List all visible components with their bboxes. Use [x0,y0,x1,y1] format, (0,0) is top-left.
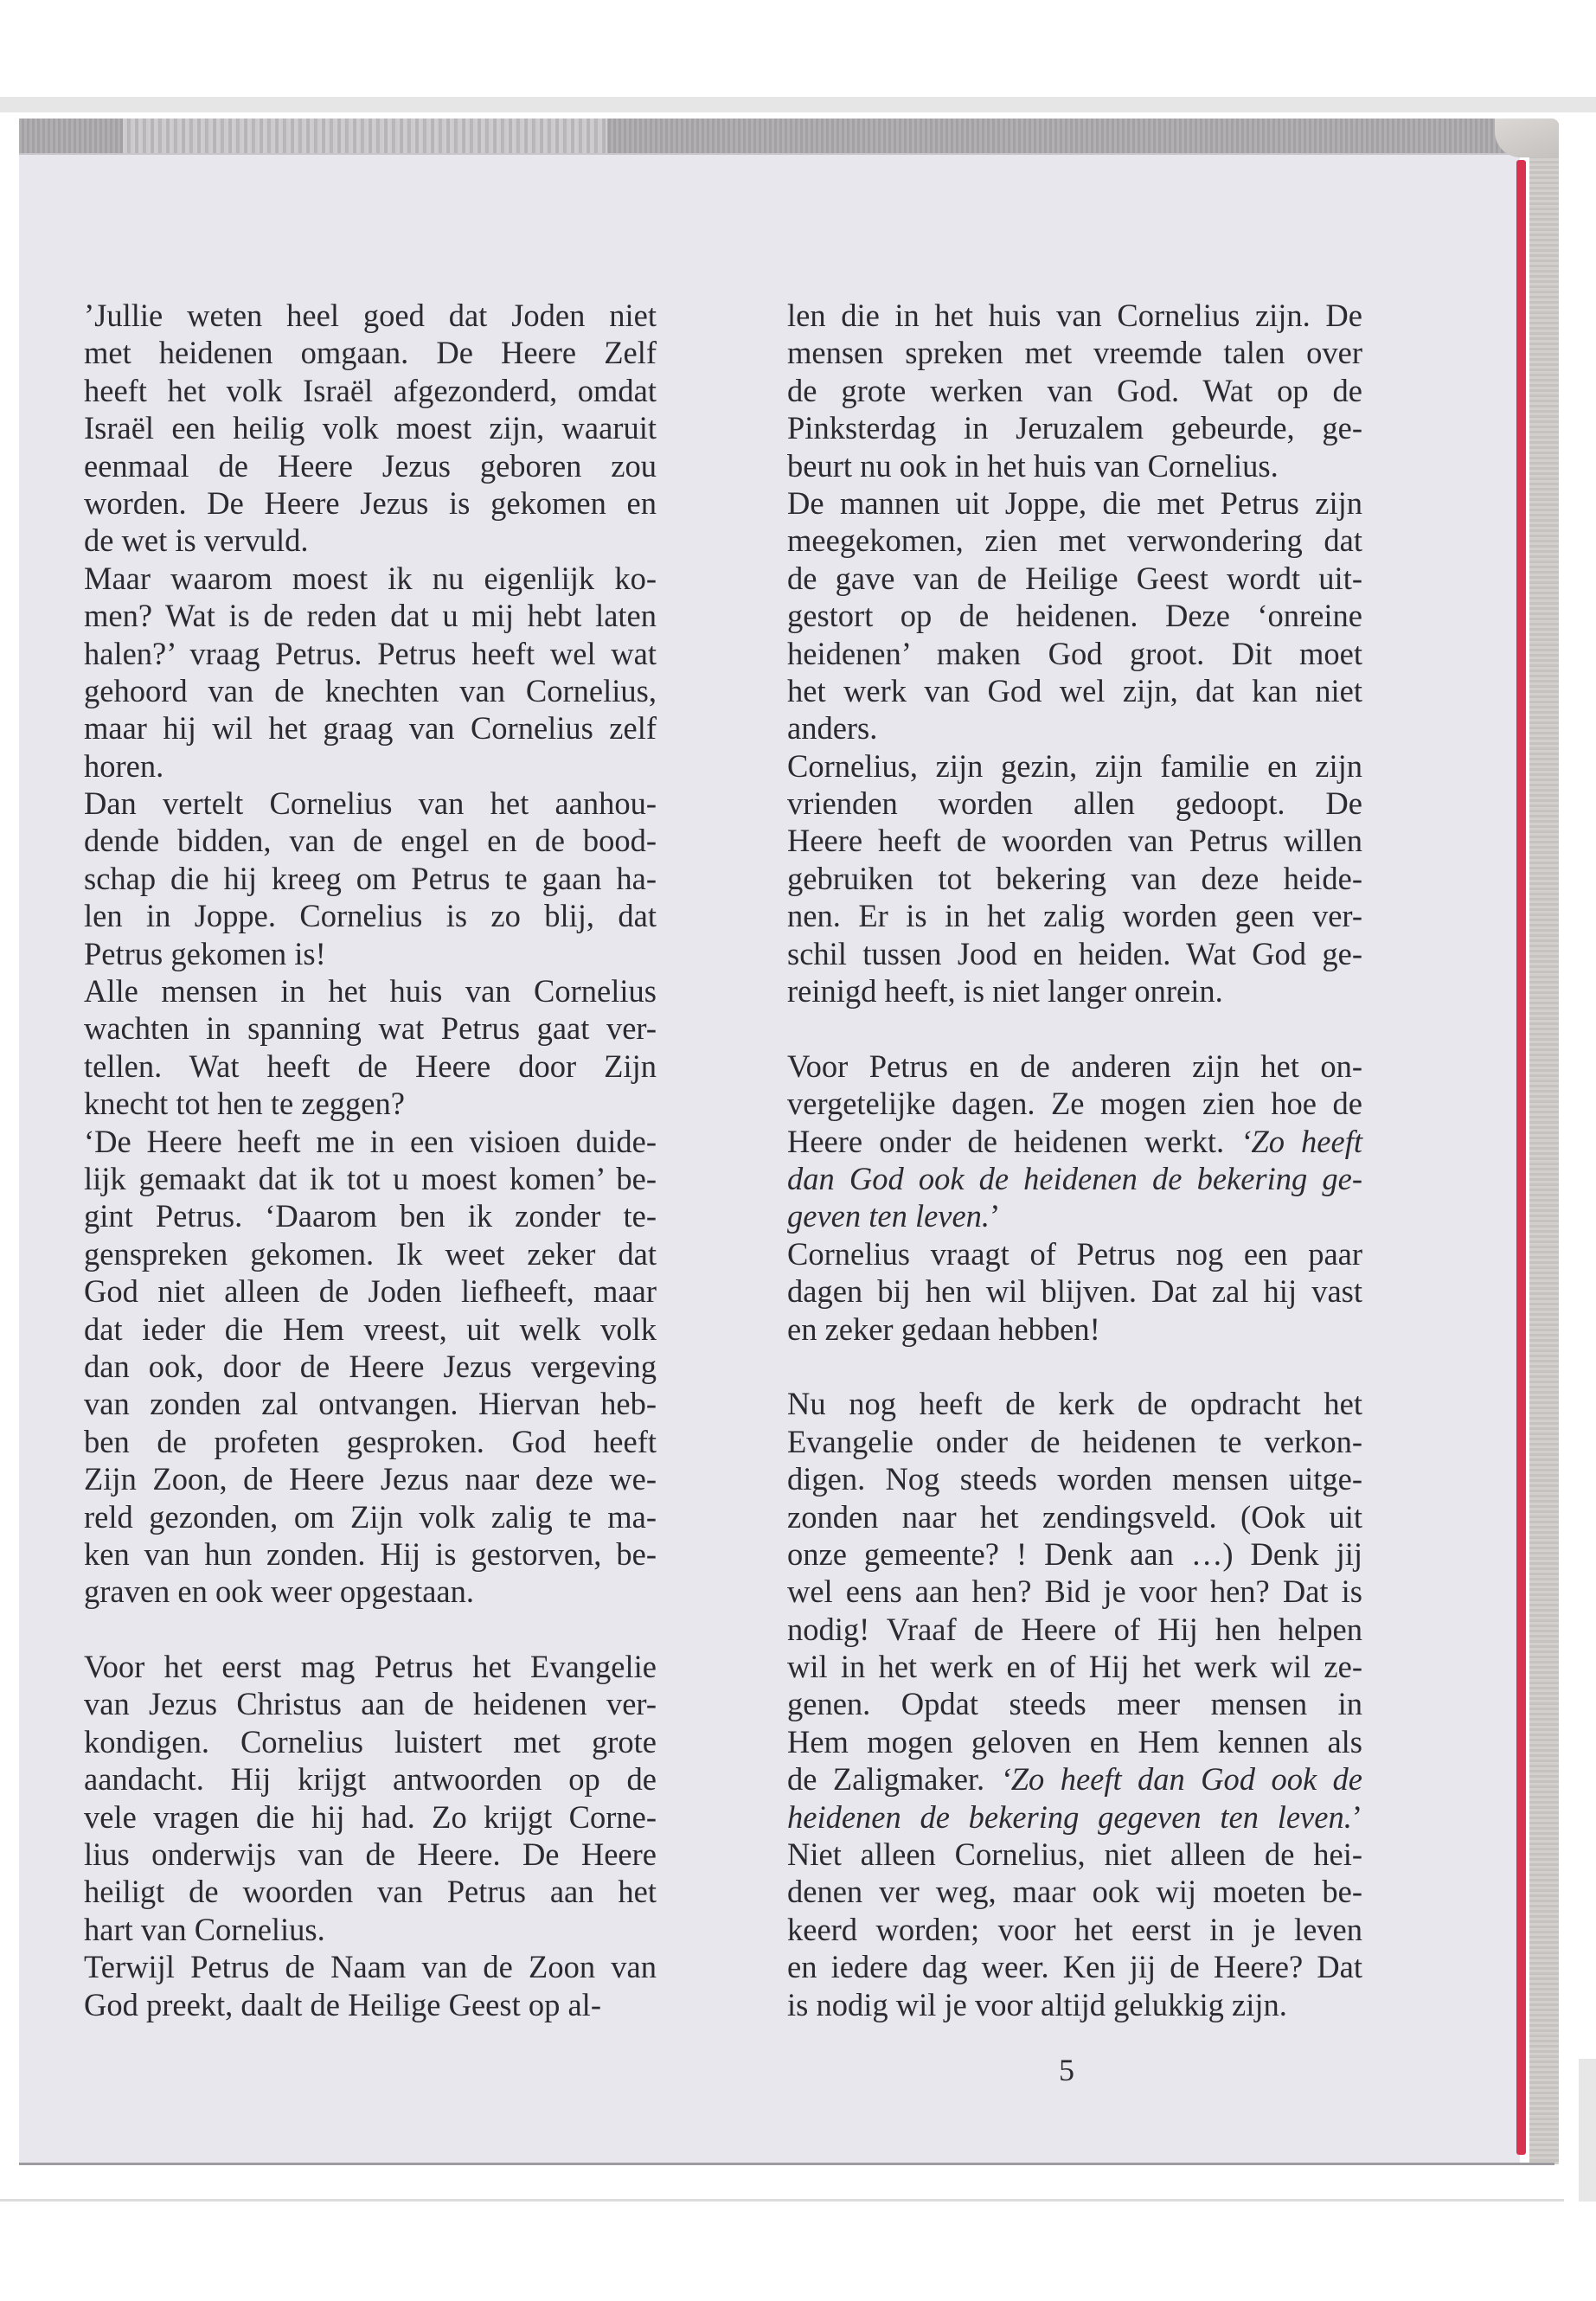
paragraph [84,560,657,785]
paragraph [787,1048,1362,1235]
text-line [787,1798,1362,1836]
text-line: genen. Opdat steeds meer mensen in [787,1686,1362,1722]
text-line: schil tussen Jood en heiden. Wat God ge- [787,935,1362,971]
text-line: onze gemeente? ! Denk aan …) Denk jij [787,1535,1362,1572]
text-line: Pinksterdag in Jeruzalem gebeurde, ge- [787,410,1362,446]
text-line: de gave van de Heilige Geest wordt uit- [787,560,1362,596]
text-line: tellen. Wat heeft de Heere door Zijn [84,1048,657,1084]
text-line: halen?’ vraag Petrus. Petrus heeft wel wat [84,635,657,671]
text-line: dan ook, door de Heere Jezus vergeving [84,1348,657,1384]
text-line: Voor het eerst mag Petrus het Evangelie [84,1649,657,1685]
text-line: De mannen uit Joppe, die met Petrus zijn [787,484,1362,521]
page-bottom-edge [19,2163,1554,2165]
text-line: nodig! Vraaf de Heere of Hij hen helpen [787,1611,1362,1647]
text-line: hart van Cornelius. [84,1911,325,1947]
text-line: len in Joppe. Cornelius is zo blij, dat [84,898,657,934]
text-line: ’Jullie weten heel goed dat Joden niet [84,298,657,333]
scan-bottom-line [0,2199,1564,2202]
text-line: Alle mensen in het huis van Cornelius [84,973,657,1009]
text-line: de wet is vervuld. [84,522,309,559]
text-line: het werk van God wel zijn, dat kan niet [787,672,1362,708]
text-line: men? Wat is de reden dat u mij hebt laten [84,598,657,634]
text-line: zonden naar het zendingsveld. (Ook uit [787,1498,1362,1535]
text-line: is nodig wil je voor altijd gelukkig zijn. [787,1986,1287,2022]
text-line: God preekt, daalt de Heilige Geest op al- [84,1986,601,2022]
scan-top-band [0,97,1596,112]
text-line: reld gezonden, om Zijn volk zalig te ma- [84,1498,657,1535]
text-line: meegekomen, zien met verwondering dat [787,522,1362,559]
text-line: God niet alleen de Joden liefheeft, maar [84,1273,657,1310]
text-line: vele vragen die hij had. Zo krijgt Corne- [84,1798,657,1835]
text-line: graven en ook weer opgestaan. [84,1574,474,1610]
paragraph [84,1123,657,1611]
paragraph [787,484,1362,747]
text-line: gestort op de heidenen. Deze ‘onreine [787,598,1362,634]
text-line [787,1197,1362,1234]
text-line: reinigd heeft, is niet langer onrein. [787,973,1223,1009]
book-spine-edge [1529,123,1559,2164]
text-line: dat ieder die Hem vreest, uit welk volk [84,1311,657,1347]
text-line: en zeker gedaan hebben! [787,1311,1100,1347]
text-line: Dan vertelt Cornelius van het aanhou- [84,785,657,822]
paragraph [84,1648,657,1948]
text-line: mensen spreken met vreemde talen over [787,335,1362,371]
paragraph [84,972,657,1123]
text-line: len die in het huis van Cornelius zijn. De [787,298,1362,333]
text-line: denen ver weg, maar ook wij moeten be- [787,1874,1362,1910]
red-page-edge [1516,160,1526,2155]
text-section [84,1648,657,2023]
text-line: schap die hij kreeg om Petrus te gaan ha- [84,860,657,896]
text-section [787,1048,1362,1348]
italic-quote: dan God ook de heidenen de bekering ge- [787,1160,1362,1196]
text-line: Cornelius vraagt of Petrus nog een paar [787,1235,1362,1272]
text-line: kondigen. Cornelius luistert met grote [84,1723,657,1759]
text-line: Niet alleen Cornelius, niet alleen de hei- [787,1836,1362,1873]
text-line: wel eens aan hen? Bid je voor hen? Dat is [787,1574,1362,1610]
italic-quote: heidenen de bekering gegeven ten leven. [787,1798,1352,1835]
text-line: keerd worden; voor het eerst in je leven [787,1911,1362,1947]
text-span: de Zaligmaker. [787,1761,1001,1798]
paragraph [787,1235,1362,1348]
text-line: Heere heeft de woorden van Petrus willen [787,823,1362,859]
text-line: dende bidden, van de engel en de bood- [84,823,657,859]
text-line: horen. [84,747,164,784]
text-line: met heidenen omgaan. De Heere Zelf [84,335,657,371]
italic-quote: ‘Zo heeft dan God ook de [1000,1761,1362,1798]
paragraph [84,785,657,972]
text-line: van Jezus Christus aan de heidenen ver- [84,1686,657,1722]
text-line: de grote werken van God. Wat op de [787,372,1362,408]
text-line: genspreken gekomen. Ik weet zeker dat [84,1235,657,1272]
text-line: wachten in spanning wat Petrus gaat ver- [84,1010,657,1047]
section-gap [787,1348,1362,1385]
text-line: gehoord van de knechten van Cornelius, [84,672,657,708]
page-number: 5 [1059,2053,1074,2087]
text-line: en iedere dag weer. Ken jij de Heere? Dat [787,1949,1362,1985]
text-span: Heere onder de heidenen werkt. [787,1123,1241,1159]
text-line: eenmaal de Heere Jezus geboren zou [84,447,657,484]
text-line: Nu nog heeft de kerk de opdracht het [787,1386,1362,1422]
text-section [787,297,1362,1009]
text-line: Hem mogen geloven en Hem kennen als [787,1723,1362,1759]
text-line: anders. [787,710,878,747]
text-line: heiligt de woorden van Petrus aan het [84,1874,657,1910]
paragraph [84,297,657,560]
text-line [787,1123,1362,1160]
text-line: Israël een heilig volk moest zijn, waaruit [84,410,657,446]
text-line: gint Petrus. ‘Daarom ben ik zonder te- [84,1198,657,1234]
paragraph [787,297,1362,484]
text-line [787,1160,1362,1197]
text-line: lijk gemaakt dat ik tot u moest komen’ be- [84,1160,657,1196]
text-line: knecht tot hen te zeggen? [84,1086,405,1122]
book-corner [1495,119,1559,157]
italic-quote: geven ten leven. [787,1198,990,1234]
paragraph [787,747,1362,1010]
text-line: dagen bij hen wil blijven. Dat zal hij vast [787,1273,1362,1310]
text-line: vrienden worden allen gedoopt. De [787,785,1362,822]
italic-quote: ‘Zo heeft [1240,1123,1362,1159]
text-line: Petrus gekomen is! [84,935,326,971]
text-line: gebruiken tot bekering van deze heide- [787,860,1362,896]
text-line: Voor Petrus en de anderen zijn het on- [787,1048,1362,1084]
scan-right-strip [1579,2059,1596,2202]
text-line: vergetelijke dagen. Ze mogen zien hoe de [787,1086,1362,1122]
text-line: beurt nu ook in het huis van Cornelius. [787,447,1279,484]
text-span: ’ [1351,1798,1362,1835]
text-column-left [84,297,657,2023]
text-line: ‘De Heere heeft me in een visioen duide- [84,1123,657,1159]
text-line [787,1760,1362,1798]
text-section [84,297,657,1611]
paragraph [787,1385,1362,2023]
page-top-edge [19,119,1511,155]
text-line: aandacht. Hij krijgt antwoorden op de [84,1761,657,1798]
text-line: ken van hun zonden. Hij is gestorven, be- [84,1535,657,1572]
text-line: heeft het volk Israël afgezonderd, omdat [84,372,657,408]
text-line: ben de profeten gesproken. God heeft [84,1423,657,1459]
text-line: digen. Nog steeds worden mensen uitge- [787,1461,1362,1497]
text-section [787,1385,1362,2023]
text-line: heidenen’ maken God groot. Dit moet [787,635,1362,671]
text-line: Cornelius, zijn gezin, zijn familie en zijn [787,747,1362,784]
paragraph [84,1948,657,2023]
text-line: worden. De Heere Jezus is gekomen en [84,484,657,521]
text-line: wil in het werk en of Hij het werk wil ze- [787,1649,1362,1685]
section-gap [84,1611,657,1648]
text-line: Zijn Zoon, de Heere Jezus naar deze we- [84,1461,657,1497]
text-line: van zonden zal ontvangen. Hiervan heb- [84,1386,657,1422]
text-line: maar hij wil het graag van Cornelius zelf [84,710,657,747]
text-line: lius onderwijs van de Heere. De Heere [84,1836,657,1873]
text-line: nen. Er is in het zalig worden geen ver- [787,898,1362,934]
text-line: Maar waarom moest ik nu eigenlijk ko- [84,560,657,596]
text-line: Terwijl Petrus de Naam van de Zoon van [84,1949,657,1985]
text-span: ’ [990,1198,1001,1234]
text-line: Evangelie onder de heidenen te verkon- [787,1423,1362,1459]
text-column-right [787,297,1362,2023]
section-gap [787,1009,1362,1047]
